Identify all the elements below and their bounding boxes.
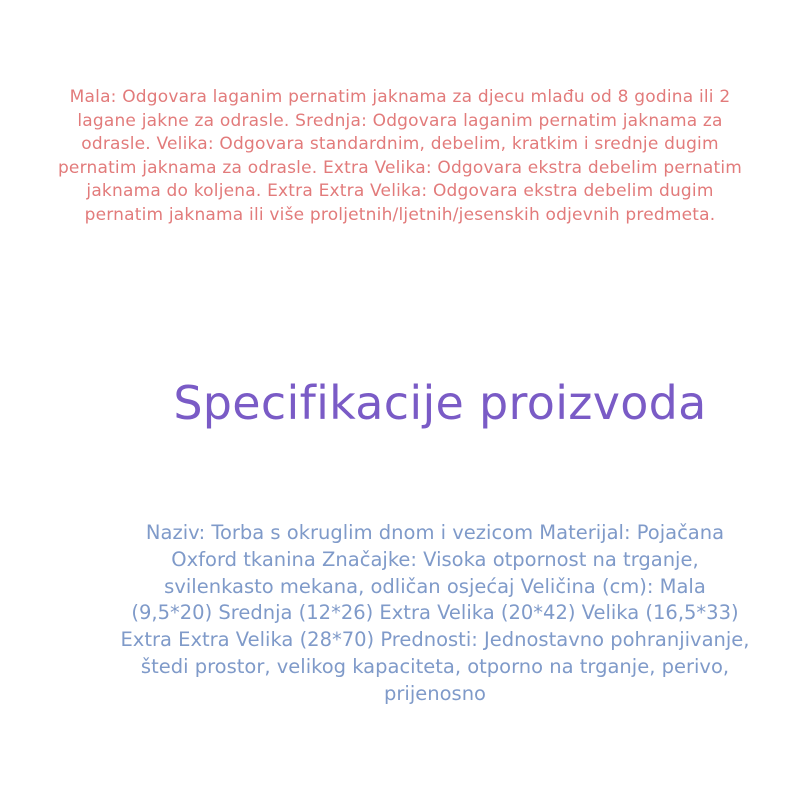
size-guide-text: Mala: Odgovara laganim pernatim jaknama za djecu mlađu od 8 godina ili 2 lagane jakne za odrasle. Srednja: Odgovara laganim pernatim jaknama za odrasle. Velika: Odgovara standardnim, debelim, kratkim i srednje dugim pernatim jaknama za odrasle. Extra Velika: Odgovara ekstra debelim pernatim jaknama do koljena. Extra Extra Velika: Odgovara ekstra debelim dugim pernatim jaknama ili više proljetnih/ljetnih/jesenskih odjevnih predmeta. (57, 87, 743, 225)
product-specifications-text: Naziv: Torba s okruglim dnom i vezicom Materijal: Pojačana Oxford tkanina Značajke: Visoka otpornost na trganje, svilenkasto mekana, odličan osjećaj Veličina (cm): Mala (9,5*20) Srednja (12*26) Extra Velika (20*42) Velika (16,5*33) Extra Extra Velika (28*70) Prednosti: Jednostavno pohranjivanje, štedi prostor, velikog kapaciteta, otporno na trganje, perivo, prijenosno (120, 521, 750, 705)
page-title: Specifikacije proizvoda (173, 376, 707, 430)
